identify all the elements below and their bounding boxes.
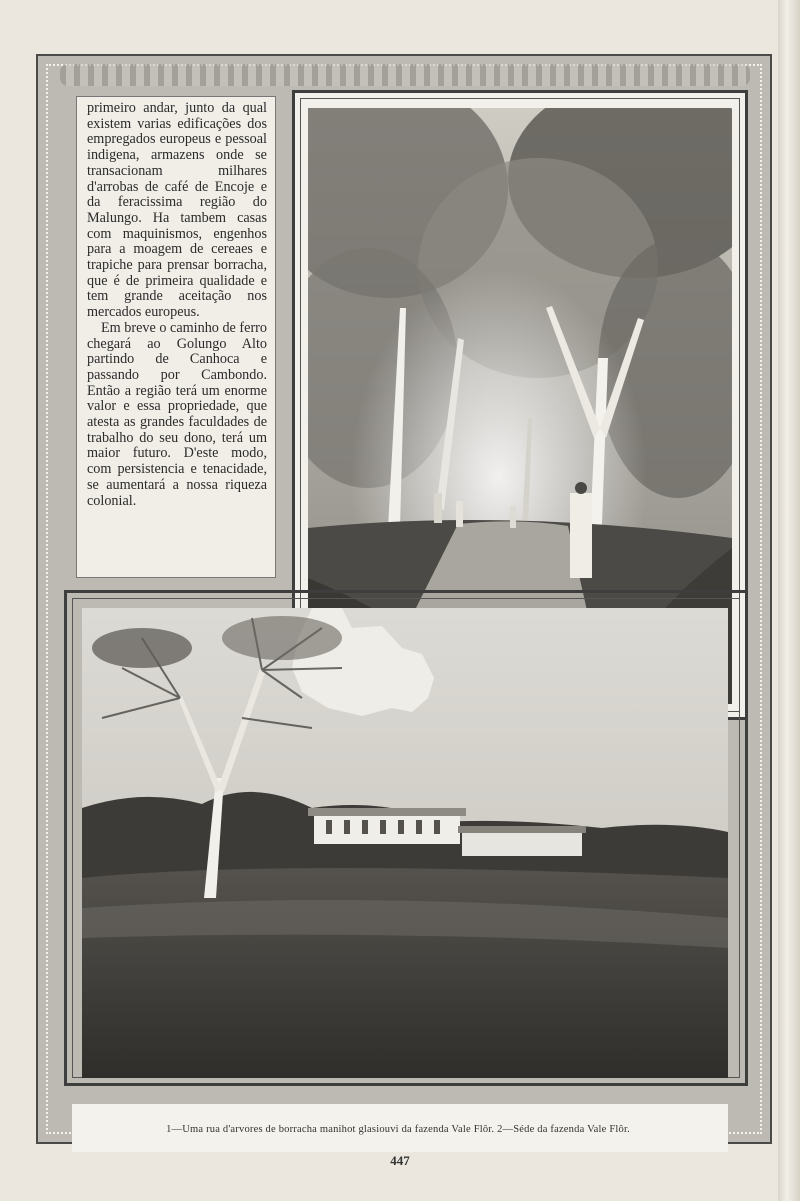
ornament-border	[60, 64, 750, 86]
page-number: 447	[390, 1153, 410, 1168]
photo-fazenda-headquarters	[82, 608, 728, 1078]
photo-caption: 1—Uma rua d'arvores de borracha manihot glasiouvi da fazenda Vale Flôr. 2—Séde da fazenda Vale Flôr.	[166, 1124, 630, 1135]
article-paragraph-1: primeiro andar, junto da qual existem varias edificações dos empregados europeus e pessoal indigena, armazens onde se transacionam milhares d'arrobas de café de Encoje e da feracissima região do Malungo. Ha tambem casas com maquinismos, engenhos para a moagem de cereaes e trapiche para prensar borracha, que é de primeira qualidade e tem grande aceitação nos mercados europeus.	[87, 100, 267, 321]
article-paragraph-2: Em breve o caminho de ferro chegará ao Golungo Alto partindo de Canhoca e passando por Cambondo. Então a região terá um enorme valor e essa propriedade, que atesta as grandes faculdades de trabalho do seu dono, terá um maior futuro. D'este modo, com persistencia e tenacidade, se aumentará a nossa riqueza colonial.	[87, 319, 267, 509]
page-edge	[778, 0, 800, 1201]
article-text-panel	[76, 96, 276, 578]
